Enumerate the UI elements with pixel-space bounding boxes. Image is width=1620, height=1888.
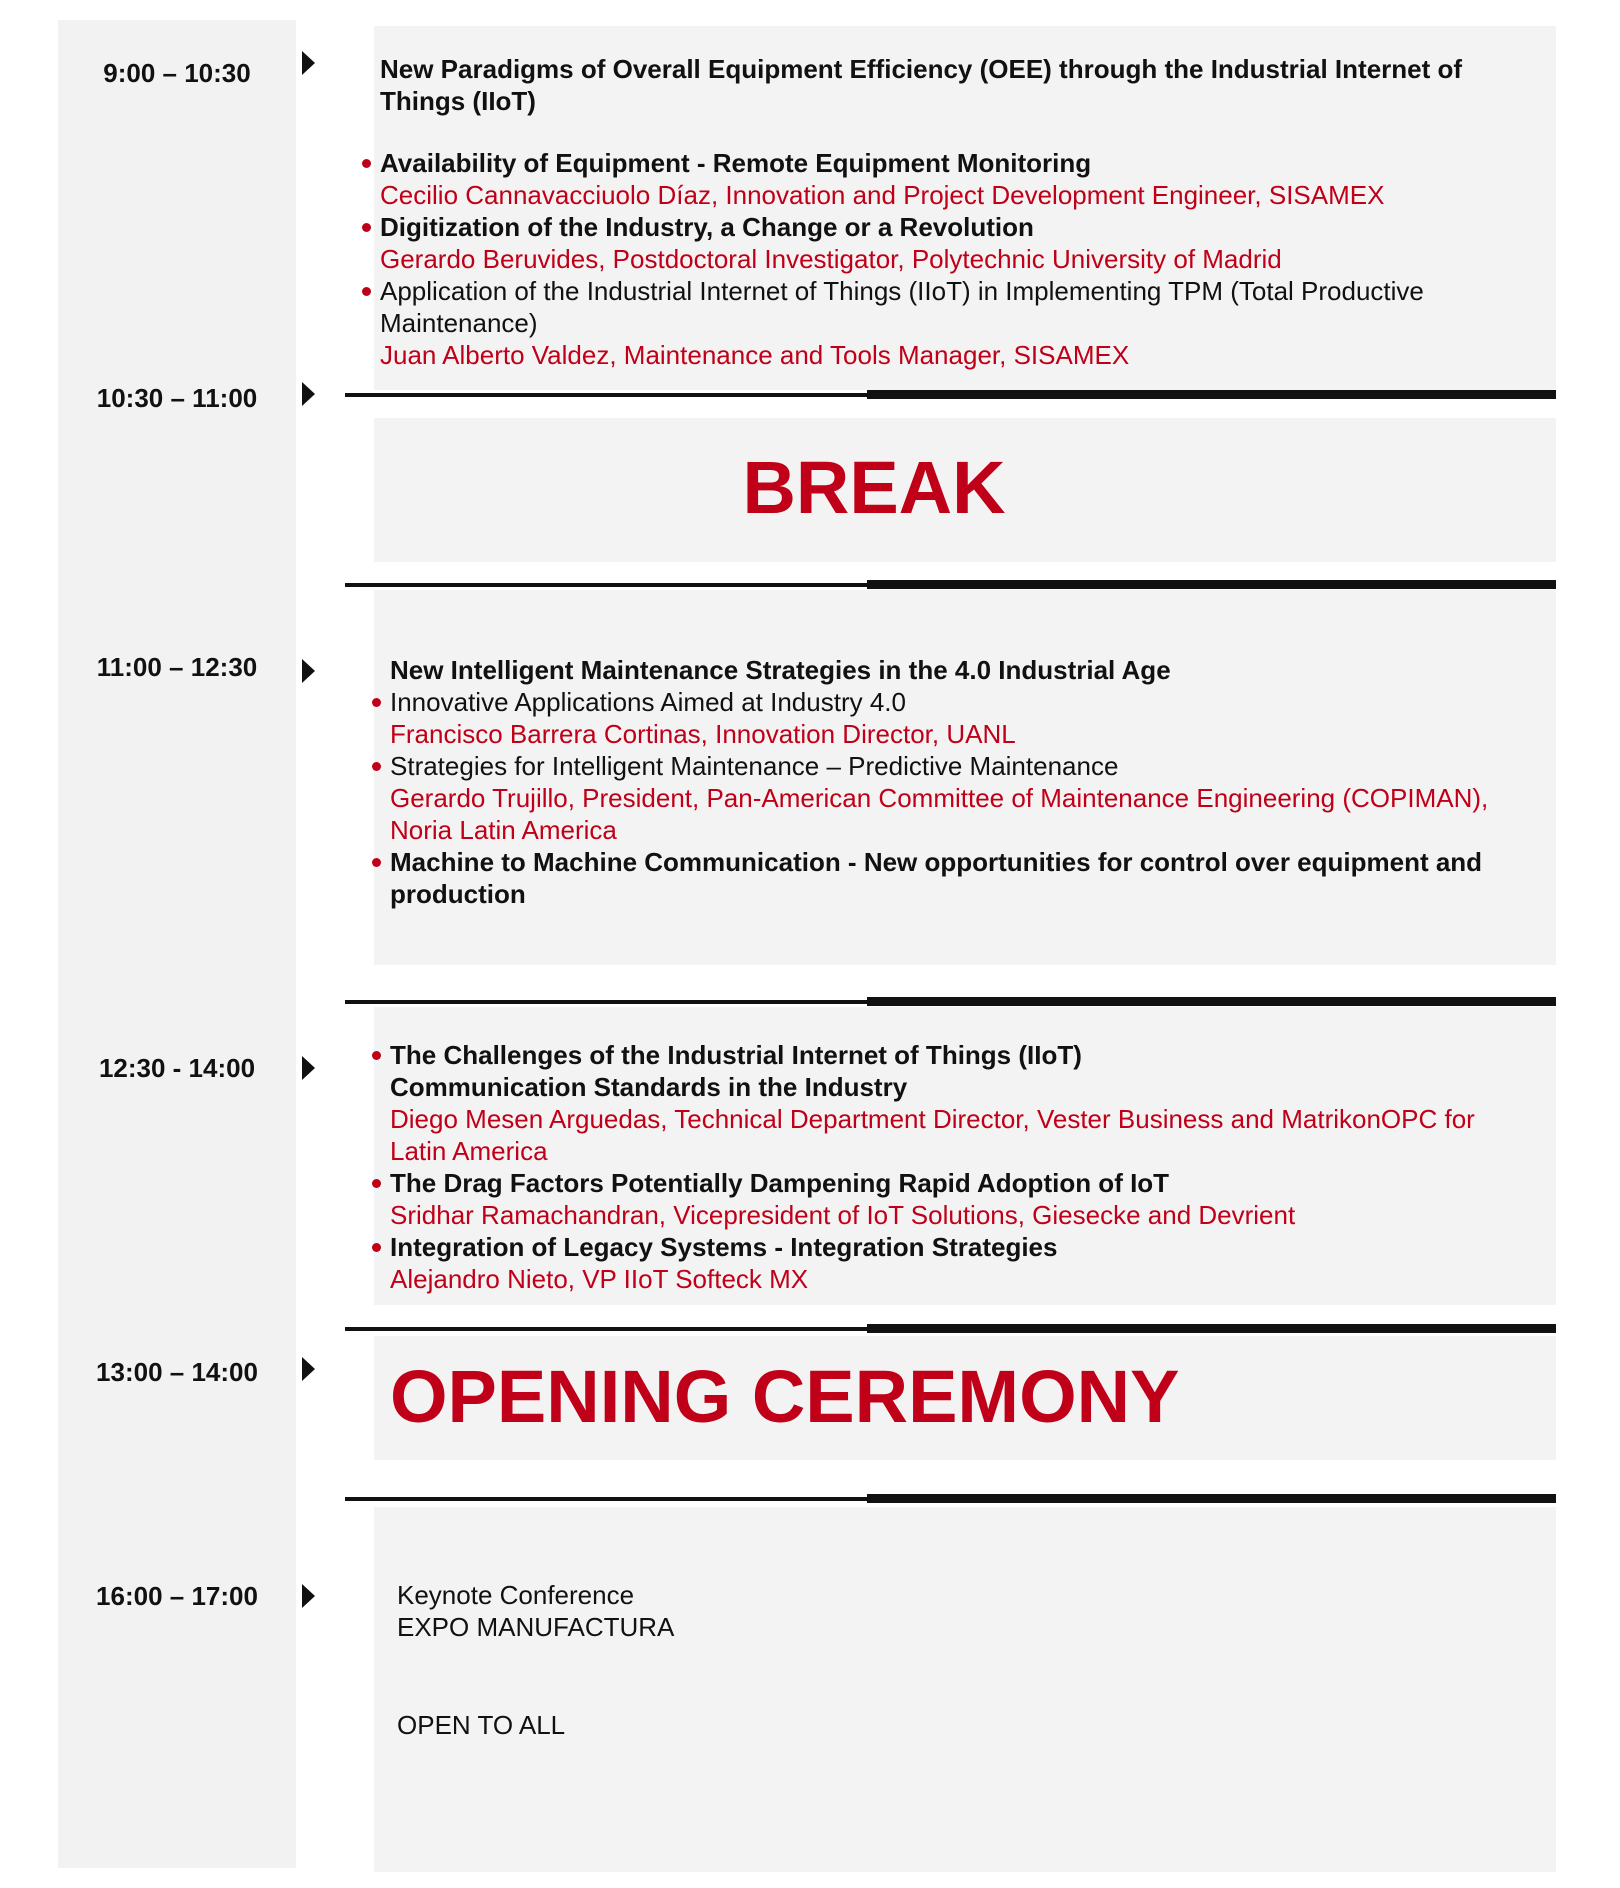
- bullet-icon: [362, 223, 371, 232]
- opening-ceremony-label: OPENING CEREMONY: [390, 1355, 1180, 1438]
- list-item: [380, 211, 1520, 275]
- arrow-icon: [302, 1056, 315, 1080]
- arrow-icon: [302, 1584, 315, 1608]
- session-6-content: [397, 1579, 1537, 1741]
- bullet-icon: [372, 698, 381, 707]
- bullet-icon: [362, 287, 371, 296]
- list-item: [390, 1039, 1500, 1167]
- session-title: New Paradigms of Overall Equipment Efficiency (OEE) through the Industrial Internet of Things (IIoT): [380, 54, 1463, 116]
- list-item: [390, 1167, 1500, 1231]
- list-item: [390, 750, 1530, 846]
- bullet-icon: [372, 1051, 381, 1060]
- time-slot-1: 9:00 – 10:30: [103, 58, 251, 88]
- time-slot-3: 11:00 – 12:30: [96, 652, 258, 682]
- section-divider: [345, 997, 1556, 1009]
- list-item: [380, 147, 1520, 211]
- speaker: Gerardo Beruvides, Postdoctoral Investigator, Polytechnic University of Madrid: [380, 244, 1282, 274]
- access-note: OPEN TO ALL: [397, 1710, 566, 1740]
- session-4-content: [390, 1039, 1500, 1295]
- session-3-content: [390, 654, 1530, 910]
- section-divider: [345, 1494, 1556, 1506]
- list-item: [390, 1231, 1500, 1295]
- keynote-label: Keynote Conference: [397, 1580, 635, 1610]
- time-slot-5: 13:00 – 14:00: [96, 1357, 258, 1387]
- talk-title: Availability of Equipment - Remote Equipment Monitoring: [380, 148, 1092, 178]
- arrow-icon: [302, 51, 315, 75]
- speaker: Gerardo Trujillo, President, Pan-American Committee of Maintenance Engineering (COPIMAN), Noria Latin America: [390, 783, 1489, 845]
- talk-title: Integration of Legacy Systems - Integration Strategies: [390, 1232, 1058, 1262]
- session-1-content: [380, 53, 1520, 371]
- break-label: BREAK: [742, 446, 1006, 529]
- bullet-icon: [372, 858, 381, 867]
- speaker: Francisco Barrera Cortinas, Innovation Director, UANL: [390, 719, 1016, 749]
- list-item: [390, 686, 1530, 750]
- talk-title: The Drag Factors Potentially Dampening Rapid Adoption of IoT: [390, 1168, 1170, 1198]
- time-slot-6: 16:00 – 17:00: [96, 1581, 258, 1611]
- speaker: Sridhar Ramachandran, Vicepresident of IoT Solutions, Giesecke and Devrient: [390, 1200, 1296, 1230]
- bullet-icon: [372, 1179, 381, 1188]
- speaker: Alejandro Nieto, VP IIoT Softeck MX: [390, 1264, 809, 1294]
- section-divider: [345, 580, 1556, 592]
- time-slot-4: 12:30 - 14:00: [98, 1053, 256, 1083]
- session-title: New Intelligent Maintenance Strategies in the 4.0 Industrial Age: [390, 655, 1171, 685]
- bullet-icon: [372, 1243, 381, 1252]
- talk-title: Application of the Industrial Internet of Things (IIoT) in Implementing TPM (Total Productive Maintenance): [380, 276, 1424, 338]
- section-divider: [345, 1324, 1556, 1336]
- event-name: EXPO MANUFACTURA: [397, 1612, 675, 1642]
- section-divider: [345, 390, 1556, 402]
- arrow-icon: [302, 1357, 315, 1381]
- speaker: Juan Alberto Valdez, Maintenance and Tools Manager, SISAMEX: [380, 340, 1130, 370]
- talk-title: Innovative Applications Aimed at Industry 4.0: [390, 687, 906, 717]
- arrow-icon: [302, 659, 315, 683]
- talk-title: Machine to Machine Communication - New opportunities for control over equipment and production: [390, 847, 1483, 909]
- talk-title: Strategies for Intelligent Maintenance – Predictive Maintenance: [390, 751, 1119, 781]
- bullet-icon: [362, 159, 371, 168]
- list-item: [390, 846, 1530, 910]
- arrow-icon: [302, 382, 315, 406]
- list-item: [380, 275, 1520, 371]
- time-slot-2: 10:30 – 11:00: [96, 383, 258, 413]
- speaker: Diego Mesen Arguedas, Technical Department Director, Vester Business and MatrikonOPC for Latin America: [390, 1104, 1475, 1166]
- bullet-icon: [372, 762, 381, 771]
- talk-title: Digitization of the Industry, a Change or a Revolution: [380, 212, 1034, 242]
- speaker: Cecilio Cannavacciuolo Díaz, Innovation and Project Development Engineer, SISAMEX: [380, 180, 1385, 210]
- talk-title: The Challenges of the Industrial Internet of Things (IIoT) Communication Standards in the Industry: [390, 1040, 1082, 1102]
